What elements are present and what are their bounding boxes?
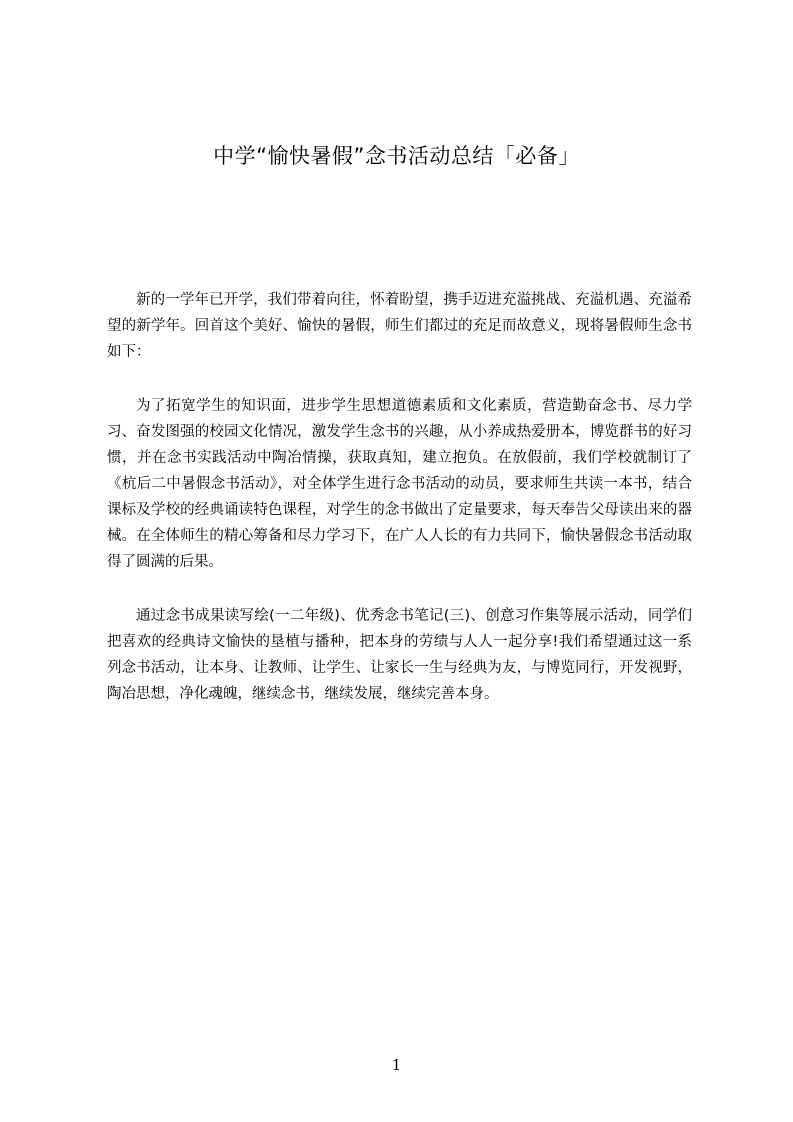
- paragraph-intro: 新的一学年已开学，我们带着向往，怀着盼望，携手迈进充溢挑战、充溢机遇、充溢希望的新学年。回首这个美好、愉快的暑假，师生们都过的充足而故意义，现将暑假师生念书如下：: [107, 292, 692, 360]
- document-title: 中学“愉快暑假”念书活动总结「必备」: [213, 144, 580, 168]
- page-number: 1: [391, 1056, 402, 1074]
- paragraph-activities: 为了拓宽学生的知识面，进步学生思想道德素质和文化素质，营造勤奋念书、尽力学习、奋发图强的校园文化情况，激发学生念书的兴趣，从小养成热爱册本，博览群书的好习惯，并在念书实践活动中陶冶情操，获取真知，建立抱负。在放假前，我们学校就制订了《杭后二中暑假念书活动》，对全体学生进行念书活动的动员，要求师生共读一本书，结合课标及学校的经典诵读特色课程，对学生的念书做出了定量要求，每天奉告父母读出来的器械。在全体师生的精心筹备和尽力学习下，在广人人长的有力共同下，愉快暑假念书活动取得了圆满的后果。: [107, 398, 692, 570]
- paragraph-results: 通过念书成果读写绘(一二年级)、优秀念书笔记(三)、创意习作集等展示活动，同学们把喜欢的经典诗文愉快的垦植与播种，把本身的劳绩与人人一起分享!我们希望通过这一系列念书活动，让本身、让教师、让学生、让家长一生与经典为友，与博览同行，开发视野，陶冶思想，净化魂魄，继续念书，继续发展，继续完善本身。: [107, 608, 692, 702]
